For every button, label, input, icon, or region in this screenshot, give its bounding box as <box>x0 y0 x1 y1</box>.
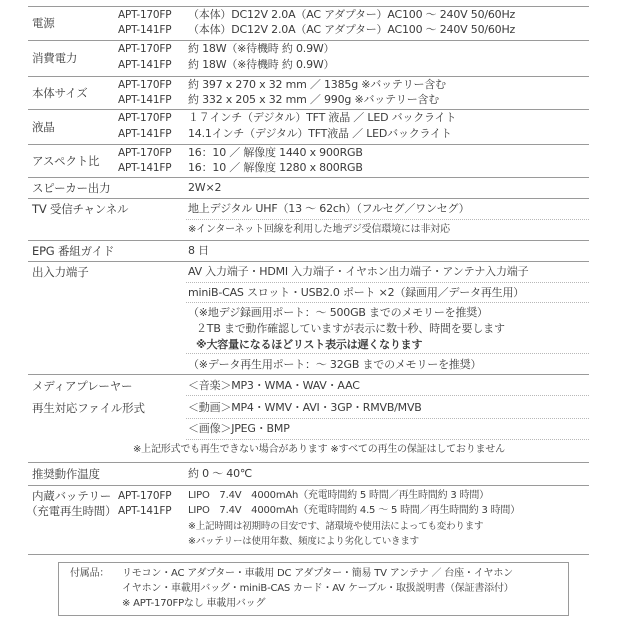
spec-value: 16：10 ／ 解像度 1440 x 900RGB <box>188 146 363 159</box>
spec-value: AV 入力端子・HDMI 入力端子・イヤホン出力端子・アンテナ入力端子 <box>188 265 529 278</box>
row-label-battery-sub: （充電再生時間） <box>26 504 117 518</box>
spec-value: ※大容量になるほどリスト表示は遅くなります <box>196 338 423 351</box>
divider <box>186 353 589 354</box>
spec-value: （※データ再生用ポート：～ 32GB までのメモリーを推奨） <box>188 358 482 371</box>
model-name: APT-141FP <box>118 128 172 140</box>
divider <box>28 40 589 41</box>
divider <box>186 395 589 396</box>
row-label-media: メディアプレーヤー <box>32 379 133 393</box>
spec-value: miniB-CAS スロット・USB2.0 ポート ×2（録画用／データ再生用） <box>188 286 525 299</box>
spec-value: 16：10 ／ 解像度 1280 x 800RGB <box>188 161 363 174</box>
accessories-line: イヤホン・車載用バッグ・miniB-CAS カード・AV ケーブル・取扱説明書（保証書添付） <box>122 583 514 594</box>
spec-value: ＜画像＞JPEG・BMP <box>188 422 290 435</box>
model-name: APT-141FP <box>118 59 172 71</box>
spec-value: LIPO 7.4V 4000mAh（充電時間約 5 時間／再生時間約 3 時間） <box>188 490 489 501</box>
spec-value: 約 18W（※待機時 約 0.9W） <box>188 42 335 55</box>
spec-value: 2W×2 <box>188 181 222 194</box>
model-name: APT-170FP <box>118 147 172 159</box>
row-label-lcd: 液晶 <box>32 120 55 134</box>
row-label-power: 電源 <box>32 16 55 30</box>
divider <box>28 261 589 262</box>
spec-note: ※上記時間は初期時の目安です、諸環境や使用法によっても変わります <box>188 521 484 532</box>
divider <box>186 439 589 440</box>
spec-value: 約 0 ～ 40℃ <box>188 467 253 480</box>
row-label-consumption: 消費電力 <box>32 51 78 65</box>
model-name: APT-170FP <box>118 79 172 91</box>
accessories-line: リモコン・AC アダプター・車載用 DC アダプター・簡易 TV アンテナ ／ 台座・イヤホン <box>122 568 513 579</box>
divider <box>28 6 589 7</box>
spec-value: 地上デジタル UHF（13 ～ 62ch）（フルセグ／ワンセグ） <box>188 202 470 215</box>
row-label-media-formats: 再生対応ファイル形式 <box>32 401 145 415</box>
model-name: APT-141FP <box>118 24 172 36</box>
spec-value: 8 日 <box>188 244 209 257</box>
spec-value: （本体）DC12V 2.0A（AC アダプター）AC100 ～ 240V 50/60Hz <box>188 8 516 21</box>
model-name: APT-141FP <box>118 162 172 174</box>
model-name: APT-170FP <box>118 9 172 21</box>
model-name: APT-141FP <box>118 505 172 517</box>
model-name: APT-170FP <box>118 490 172 502</box>
row-label-speaker: スピーカー出力 <box>32 181 111 195</box>
spec-value: １７インチ（デジタル）TFT 液晶 ／ LED バックライト <box>188 111 457 124</box>
divider <box>28 177 589 178</box>
row-label-epg: EPG 番組ガイド <box>32 244 115 258</box>
accessories-line: ※ APT-170FPなし 車載用バッグ <box>122 598 266 609</box>
spec-value: （※地デジ録画用ポート：～ 500GB までのメモリーを推奨） <box>188 306 488 319</box>
spec-value: 約 397 x 270 x 32 mm ／ 1385g ※バッテリー含む <box>188 78 446 91</box>
row-label-size: 本体サイズ <box>32 86 88 100</box>
spec-value: 14.1インチ（デジタル）TFT液晶 ／ LEDバックライト <box>188 127 452 140</box>
divider <box>28 198 589 199</box>
spec-note: ※上記形式でも再生できない場合があります ※すべての再生の保証はしておりません <box>133 444 505 455</box>
row-label-io: 出入力端子 <box>32 265 89 279</box>
model-name: APT-141FP <box>118 94 172 106</box>
divider <box>28 374 589 375</box>
divider <box>28 240 589 241</box>
spec-value: ＜動画＞MP4・WMV・AVI・3GP・RMVB/MVB <box>188 401 422 414</box>
spec-value: 約 18W（※待機時 約 0.9W） <box>188 58 335 71</box>
spec-note: ※バッテリーは使用年数、頻度により劣化していきます <box>188 536 419 547</box>
divider <box>186 282 589 283</box>
divider <box>28 485 589 486</box>
spec-value: 約 332 x 205 x 32 mm ／ 990g ※バッテリー含む <box>188 93 440 106</box>
divider <box>186 418 589 419</box>
divider <box>28 462 589 463</box>
row-label-battery: 内蔵バッテリー <box>32 489 112 503</box>
spec-note: ※インターネット回線を利用した地デジ受信環境には非対応 <box>188 224 450 235</box>
row-label-tv: TV 受信チャンネル <box>32 202 129 216</box>
model-name: APT-170FP <box>118 112 172 124</box>
divider <box>28 144 589 145</box>
row-label-aspect: アスペクト比 <box>32 154 100 168</box>
spec-value: ２TB まで動作確認していますが表示に数十秒、時間を要します <box>196 322 505 335</box>
divider <box>28 76 589 77</box>
model-name: APT-170FP <box>118 43 172 55</box>
row-label-temp: 推奨動作温度 <box>32 467 100 481</box>
spec-value: （本体）DC12V 2.0A（AC アダプター）AC100 ～ 240V 50/60Hz <box>188 23 516 36</box>
divider <box>28 554 589 555</box>
divider <box>186 219 589 220</box>
divider <box>28 109 589 110</box>
spec-value: ＜音楽＞MP3・WMA・WAV・AAC <box>188 379 360 392</box>
divider <box>186 302 589 303</box>
spec-value: LIPO 7.4V 4000mAh（充電時間約 4.5 ～ 5 時間／再生時間約 3 時間） <box>188 505 521 516</box>
accessories-label: 付属品： <box>70 568 110 579</box>
